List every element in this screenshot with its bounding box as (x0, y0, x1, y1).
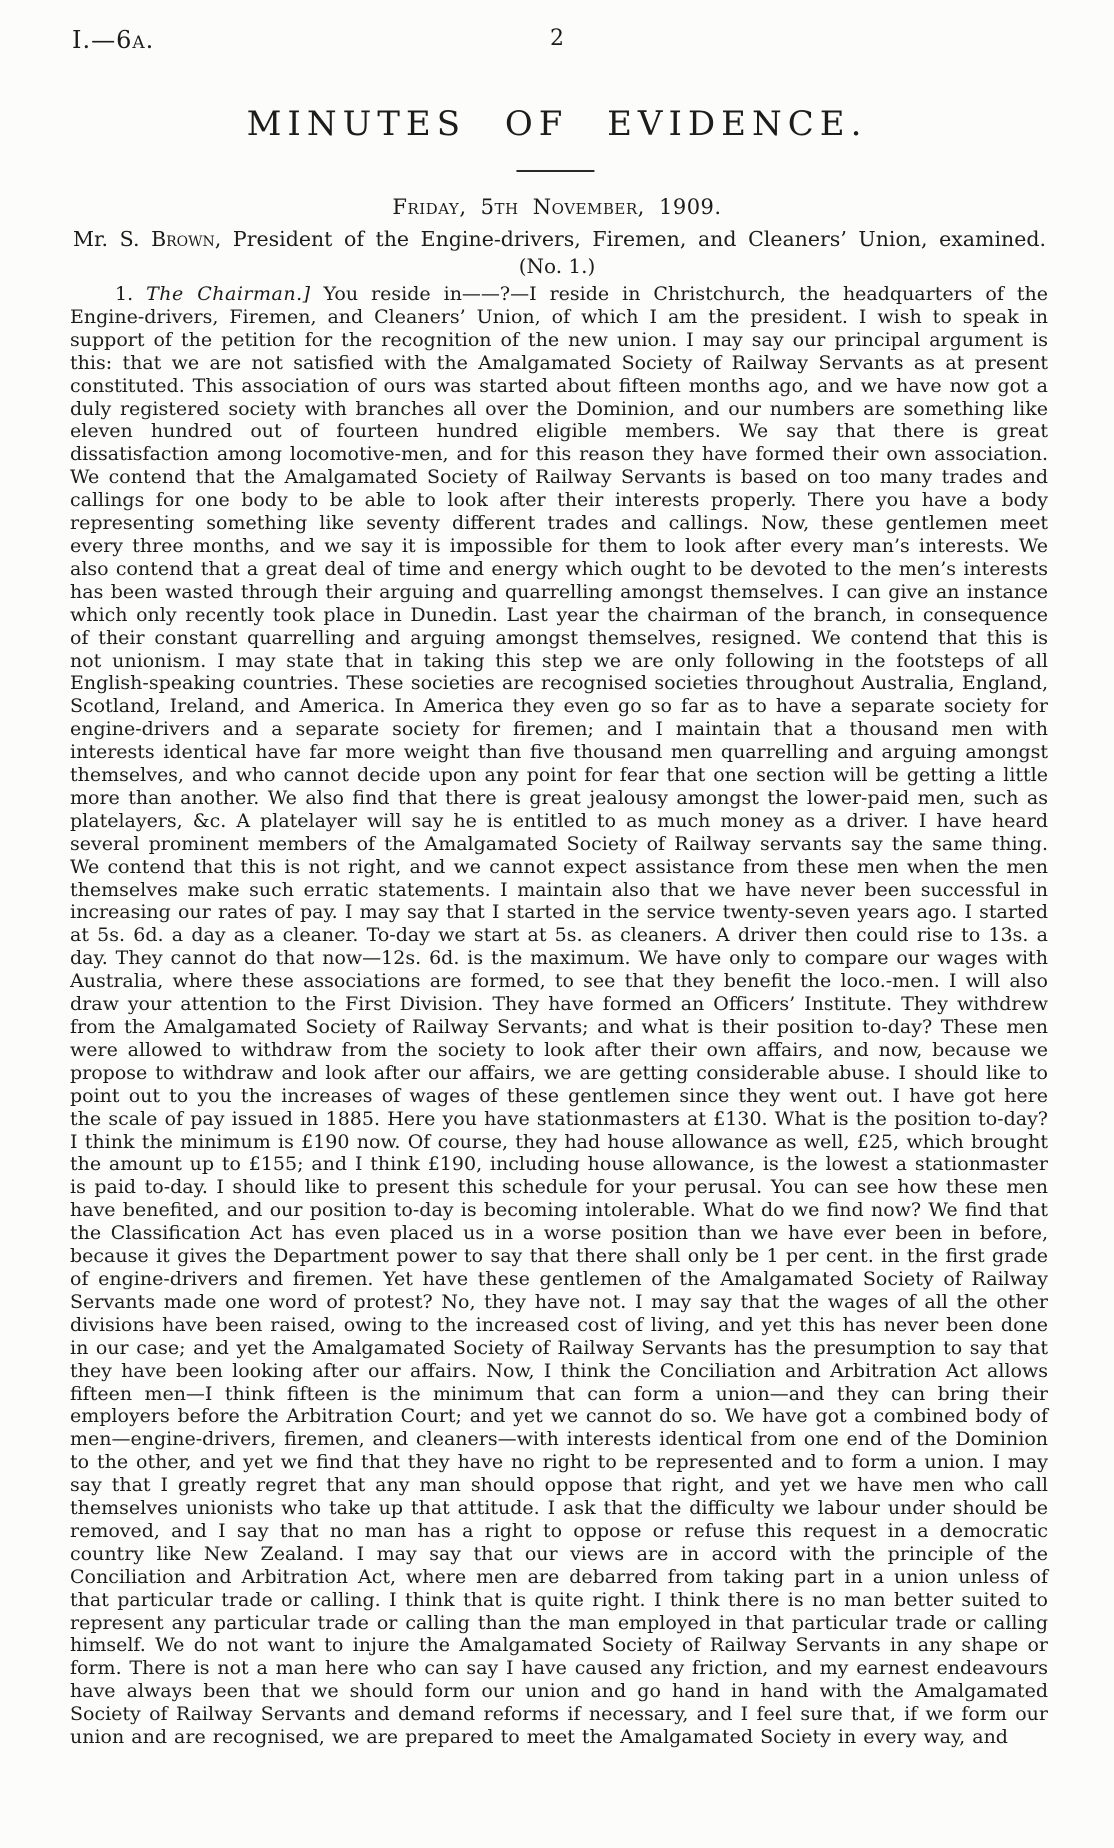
witness-prefix: Mr. S. (73, 227, 152, 251)
testimony-paragraph (70, 283, 1048, 1749)
session-date: Friday, 5th November, 1909. (392, 195, 722, 219)
witness-heading (73, 227, 1046, 251)
document-reference: I.—6a. (72, 26, 155, 54)
speaker-name: The Chairman.] (146, 283, 311, 305)
evidence-number: (No. 1.) (518, 254, 596, 278)
witness-description: , President of the Engine-drivers, Firemen, and Cleaners’ Union, examined. (214, 227, 1046, 251)
title-divider-rule (516, 170, 594, 172)
question-number: 1. (115, 283, 147, 305)
witness-surname: Brown (151, 227, 215, 251)
testimony-text: You reside in——?—I reside in Christchurch, the headquarters of the Engine-drivers, Firemen, and Cleaners’ Union, of which I am the president. I wish to speak in support of the petition for the recognition of the new union. I may say our principal argument is this: that we are not satisfied with the Amalgamated Society of Railway Servants as at present constituted. This association of ours was started about fifteen months ago, and we have now got a duly registered society with branches all over the Dominion, and our numbers are something like eleven hundred out of fourteen hundred eligible members. We say that there is great dissatisfaction among locomotive-men, and for this reason they have formed their own association. We contend that the Amalgamated Society of Railway Servants is based on too many trades and callings for one body to be able to look after their interests properly. There you have a body representing something like seventy different trades and callings. Now, these gentlemen meet every three months, and we say it is impossible for them to look after every man’s interests. We also contend that a great deal of time and energy which ought to be devoted to the men’s interests has been wasted through their arguing and quarrelling amongst themselves. I can give an instance which only recently took place in Dunedin. Last year the chairman of the branch, in consequence of their constant quarrelling and arguing amongst themselves, resigned. We contend that this is not unionism. I may state that in taking this step we are only following in the footsteps of all English-speaking countries. These societies are recognised societies throughout Australia, England, Scotland, Ireland, and America. In America they even go so far as to have a separate society for engine-drivers and a separate society for firemen; and I maintain that a thousand men with interests identical have far more weight than five thousand men quarrelling and arguing amongst themselves, and who cannot decide upon any point for fear that one section will be getting a little more than another. We also find that there is great jealousy amongst the lower-paid men, such as platelayers, &c. A platelayer will say he is entitled to as much money as a driver. I have heard several prominent members of the Amalgamated Society of Railway servants say the same thing. We contend that this is not right, and we cannot expect assistance from these men when the men themselves make such erratic statements. I maintain also that we have never been successful in increasing our rates of pay. I may say that I started in the service twenty-seven years ago. I started at 5s. 6d. a day as a cleaner. To-day we start at 5s. as cleaners. A driver then could rise to 13s. a day. They cannot do that now—12s. 6d. is the maximum. We have only to compare our wages with Australia, where these associations are formed, to see that they benefit the loco.-men. I will also draw your attention to the First Division. They have formed an Officers’ Institute. They withdrew from the Amalgamated Society of Railway Servants; and what is their position to-day? These men were allowed to withdraw from the society to look after their own affairs, and now, because we propose to withdraw and look after our affairs, we are getting considerable abuse. I should like to point out to you the increases of wages of these gentlemen since they went out. I have got here the scale of pay issued in 1885. Here you have stationmasters at £130. What is the position to-day? I think the minimum is £190 now. Of course, they had house allowance as well, £25, which brought the amount up to £155; and I think £190, including house allowance, is the lowest a stationmaster is paid to-day. I should like to present this schedule for your perusal. You can see how these men have benefited, and our position to-day is becoming intolerable. What do we find now? We find that the Classification Act has even placed us in a worse position than we have ever been in before, because it gives the Department power to say that there shall only be 1 per cent. in the first grade of engine-drivers and firemen. Yet have these gentlemen of the Amalgamated Society of Railway Servants made one word of protest? No, they have not. I may say that the wages of all the other divisions have been raised, owing to the increased cost of living, and yet this has never been done in our case; and yet the Amalgamated Society of Railway Servants has the presumption to say that they have been looking after our affairs. Now, I think the Conciliation and Arbitration Act allows fifteen men—I think fifteen is the minimum that can form a union—and they can bring their employers before the Arbitration Court; and yet we cannot do so. We have got a combined body of men—engine-drivers, firemen, and cleaners—with interests identical from one end of the Dominion to the other, and yet we find that they have no right to be represented and to form a union. I may say that I greatly regret that any man should oppose that right, and yet we have men who call themselves unionists who take up that attitude. I ask that the difficulty we labour under should be removed, and I say that no man has a right to oppose or refuse this request in a democratic country like New Zealand. I may say that our views are in accord with the principle of the Conciliation and Arbitration Act, where men are debarred from taking part in a union unless of that particular trade or calling. I think that is quite right. I think there is no man better suited to represent any particular trade or calling than the man employed in that particular trade or calling himself. We do not want to injure the Amalgamated Society of Railway Servants in any shape or form. There is not a man here who can say I have caused any friction, and my earnest endeavours have always been that we should form our union and go hand in hand with the Amalgamated Society of Railway Servants and demand reforms if necessary, and I feel sure that, if we form our union and are recognised, we are prepared to meet the Amalgamated Society in every way, and (70, 283, 1048, 1749)
page-number: 2 (550, 26, 564, 51)
page-title: MINUTES OF EVIDENCE. (246, 104, 868, 144)
